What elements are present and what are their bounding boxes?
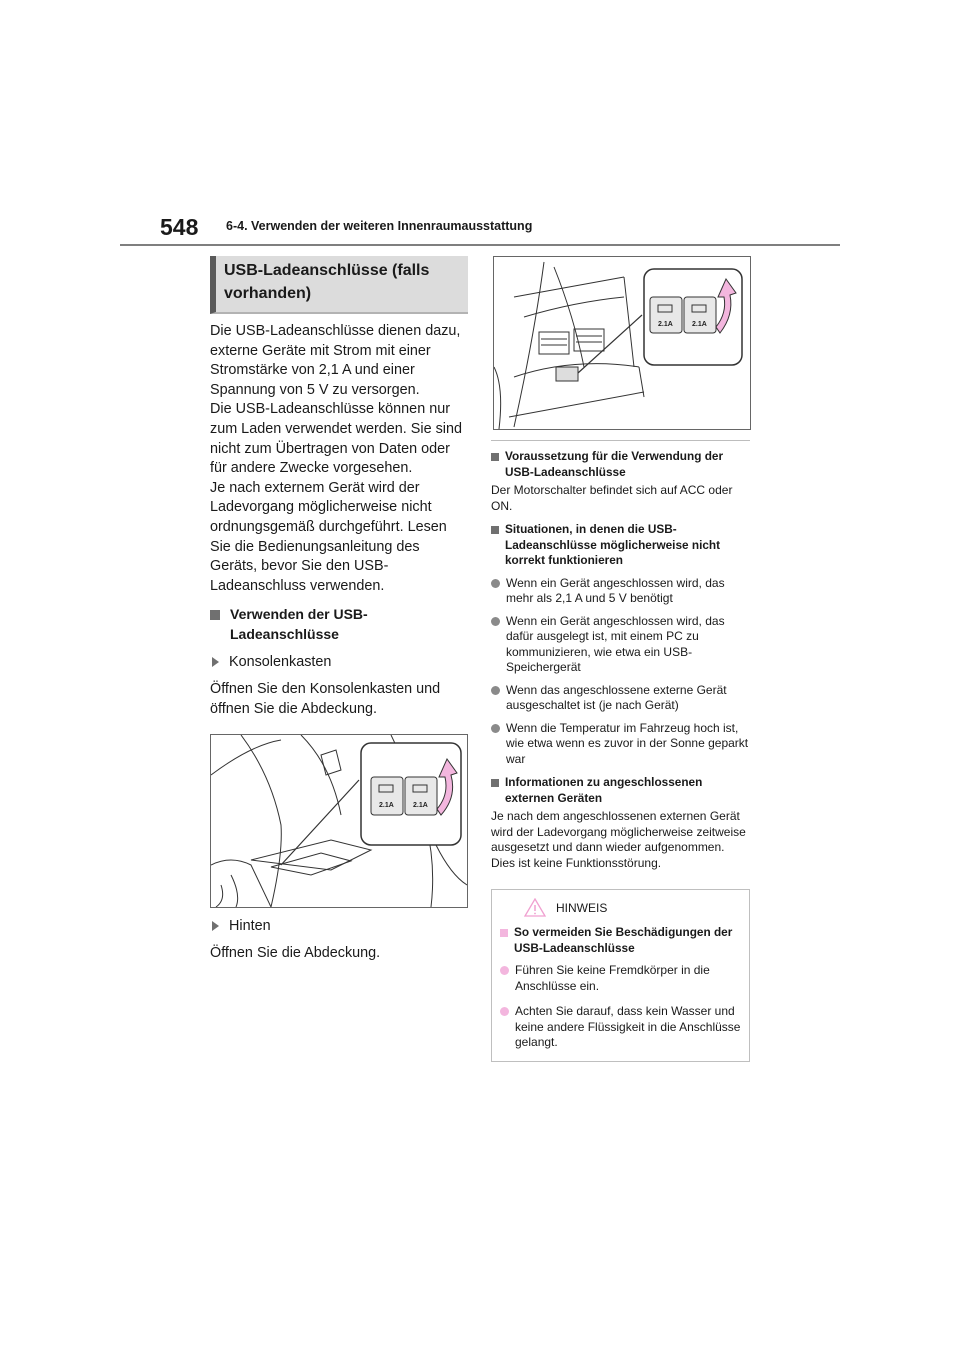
circle-bullet-icon bbox=[491, 686, 500, 695]
malfunction-heading bbox=[491, 522, 750, 569]
notice-title bbox=[524, 898, 741, 917]
square-bullet-icon bbox=[500, 929, 508, 937]
right-column bbox=[491, 256, 750, 1062]
requirement-heading-text: Voraussetzung für die Verwendung der USB-Ladeanschlüsse bbox=[505, 449, 724, 479]
circle-bullet-icon bbox=[491, 579, 500, 588]
port-label-left: 2.1A bbox=[379, 801, 394, 809]
port-label-right: 2.1A bbox=[692, 321, 707, 328]
square-bullet-icon bbox=[210, 610, 220, 620]
intro-text-3: Je nach externem Gerät wird der Ladevorgang möglicherweise nicht ordnungsgemäß durchgeführt. Lesen Sie die Bedienungsanleitung des Geräts, bevor Sie den USB-Ladeanschluss verwenden. bbox=[210, 479, 447, 594]
warning-icon bbox=[524, 898, 546, 917]
rear-air-vents bbox=[539, 329, 604, 354]
malfunction-item-text: Wenn das angeschlossene externe Gerät ausgeschaltet ist (je nach Gerät) bbox=[506, 682, 727, 712]
left-column bbox=[210, 256, 468, 963]
rear-item-text: Öffnen Sie die Abdeckung. bbox=[210, 944, 381, 961]
notice-heading bbox=[500, 925, 741, 956]
port-label-left: 2.1A bbox=[658, 321, 673, 328]
notice-box bbox=[491, 889, 750, 1062]
malfunction-item bbox=[491, 576, 750, 607]
square-bullet-icon bbox=[491, 526, 499, 534]
circle-bullet-icon bbox=[491, 724, 500, 733]
console-item-text: Öffnen Sie den Konsolenkasten und öffnen Sie die Abdeckung. bbox=[210, 681, 441, 717]
section-heading: USB-Ladeanschlüsse (falls vorhanden) bbox=[210, 256, 468, 314]
notice-title-text: HINWEIS bbox=[556, 900, 608, 915]
notice-item bbox=[500, 1004, 741, 1051]
malfunction-heading-text: Situationen, in denen die USB-Ladeanschlüsse möglicherweise nicht korrekt funktionieren bbox=[505, 522, 721, 567]
header-rule bbox=[120, 244, 840, 246]
console-illustration bbox=[210, 734, 468, 908]
notice-heading-text: So vermeiden Sie Beschädigungen der USB-Ladeanschlüsse bbox=[514, 925, 733, 955]
triangle-bullet-icon bbox=[212, 921, 219, 931]
circle-bullet-icon bbox=[500, 966, 509, 975]
usage-subheading-text: Verwenden der USB-Ladeanschlüsse bbox=[230, 606, 368, 642]
malfunction-item-text: Wenn die Temperatur im Fahrzeug hoch ist, wie etwa wenn es zuvor in der Sonne geparkt war bbox=[506, 720, 749, 766]
circle-bullet-icon bbox=[500, 1007, 509, 1016]
notice-item-text: Achten Sie darauf, dass kein Wasser und keine andere Flüssigkeit in die Anschlüsse gelangt. bbox=[515, 1004, 741, 1049]
malfunction-item bbox=[491, 721, 750, 768]
console-item bbox=[210, 652, 468, 672]
rear-item bbox=[210, 916, 468, 936]
malfunction-item bbox=[491, 683, 750, 714]
usb-port-left bbox=[371, 777, 403, 815]
malfunction-item bbox=[491, 614, 750, 676]
rear-illustration bbox=[493, 256, 751, 430]
port-label-right: 2.1A bbox=[413, 801, 428, 809]
usage-subheading bbox=[210, 605, 468, 644]
notice-item-text: Führen Sie keine Fremdkörper in die Anschlüsse ein. bbox=[515, 963, 710, 993]
device-info-heading bbox=[491, 775, 750, 806]
pointer-line bbox=[281, 780, 359, 865]
triangle-bullet-icon bbox=[212, 657, 219, 667]
intro-paragraph bbox=[210, 322, 468, 596]
rear-drawing bbox=[494, 257, 750, 429]
usb-port-right bbox=[405, 777, 437, 815]
page-number: 548 bbox=[160, 214, 199, 240]
intro-text-1: Die USB-Ladeanschlüsse dienen dazu, externe Geräte mit Strom mit einer Stromstärke von 2,1 A und einer Spannung von 5 V zu versorgen. bbox=[210, 323, 461, 398]
device-info-heading-text: Informationen zu angeschlossenen externen Geräten bbox=[505, 775, 703, 805]
divider bbox=[491, 440, 750, 441]
intro-text-2: Die USB-Ladeanschlüsse können nur zum Laden verwendet werden. Sie sind nicht zum Übertragen von Daten oder für andere Zwecke vorgesehen. bbox=[210, 401, 462, 477]
circle-bullet-icon bbox=[491, 617, 500, 626]
notice-item bbox=[500, 963, 741, 994]
console-drawing bbox=[211, 735, 467, 907]
console-item-label: Konsolenkasten bbox=[229, 654, 332, 671]
requirement-heading bbox=[491, 449, 750, 480]
rear-item-label: Hinten bbox=[229, 917, 271, 934]
malfunction-item-text: Wenn ein Gerät angeschlossen wird, das dafür ausgelegt ist, mit einem PC zu kommunizieren, wie etwa ein USB-Speichergerät bbox=[506, 613, 725, 674]
square-bullet-icon bbox=[491, 453, 499, 461]
requirement-text: Der Motorschalter befindet sich auf ACC oder ON. bbox=[491, 483, 733, 513]
rear-port-housing bbox=[556, 367, 578, 381]
section-header: 6-4. Verwenden der weiteren Innenraumausstattung bbox=[226, 219, 533, 233]
device-info-text: Je nach dem angeschlossenen externen Gerät wird der Ladevorgang möglicherweise zeitweise ausgesetzt und dann wieder aufgenommen. Dies ist keine Funktionsstörung. bbox=[491, 809, 746, 870]
malfunction-item-text: Wenn ein Gerät angeschlossen wird, das mehr als 2,1 A und 5 V benötigt bbox=[506, 575, 725, 605]
square-bullet-icon bbox=[491, 779, 499, 787]
